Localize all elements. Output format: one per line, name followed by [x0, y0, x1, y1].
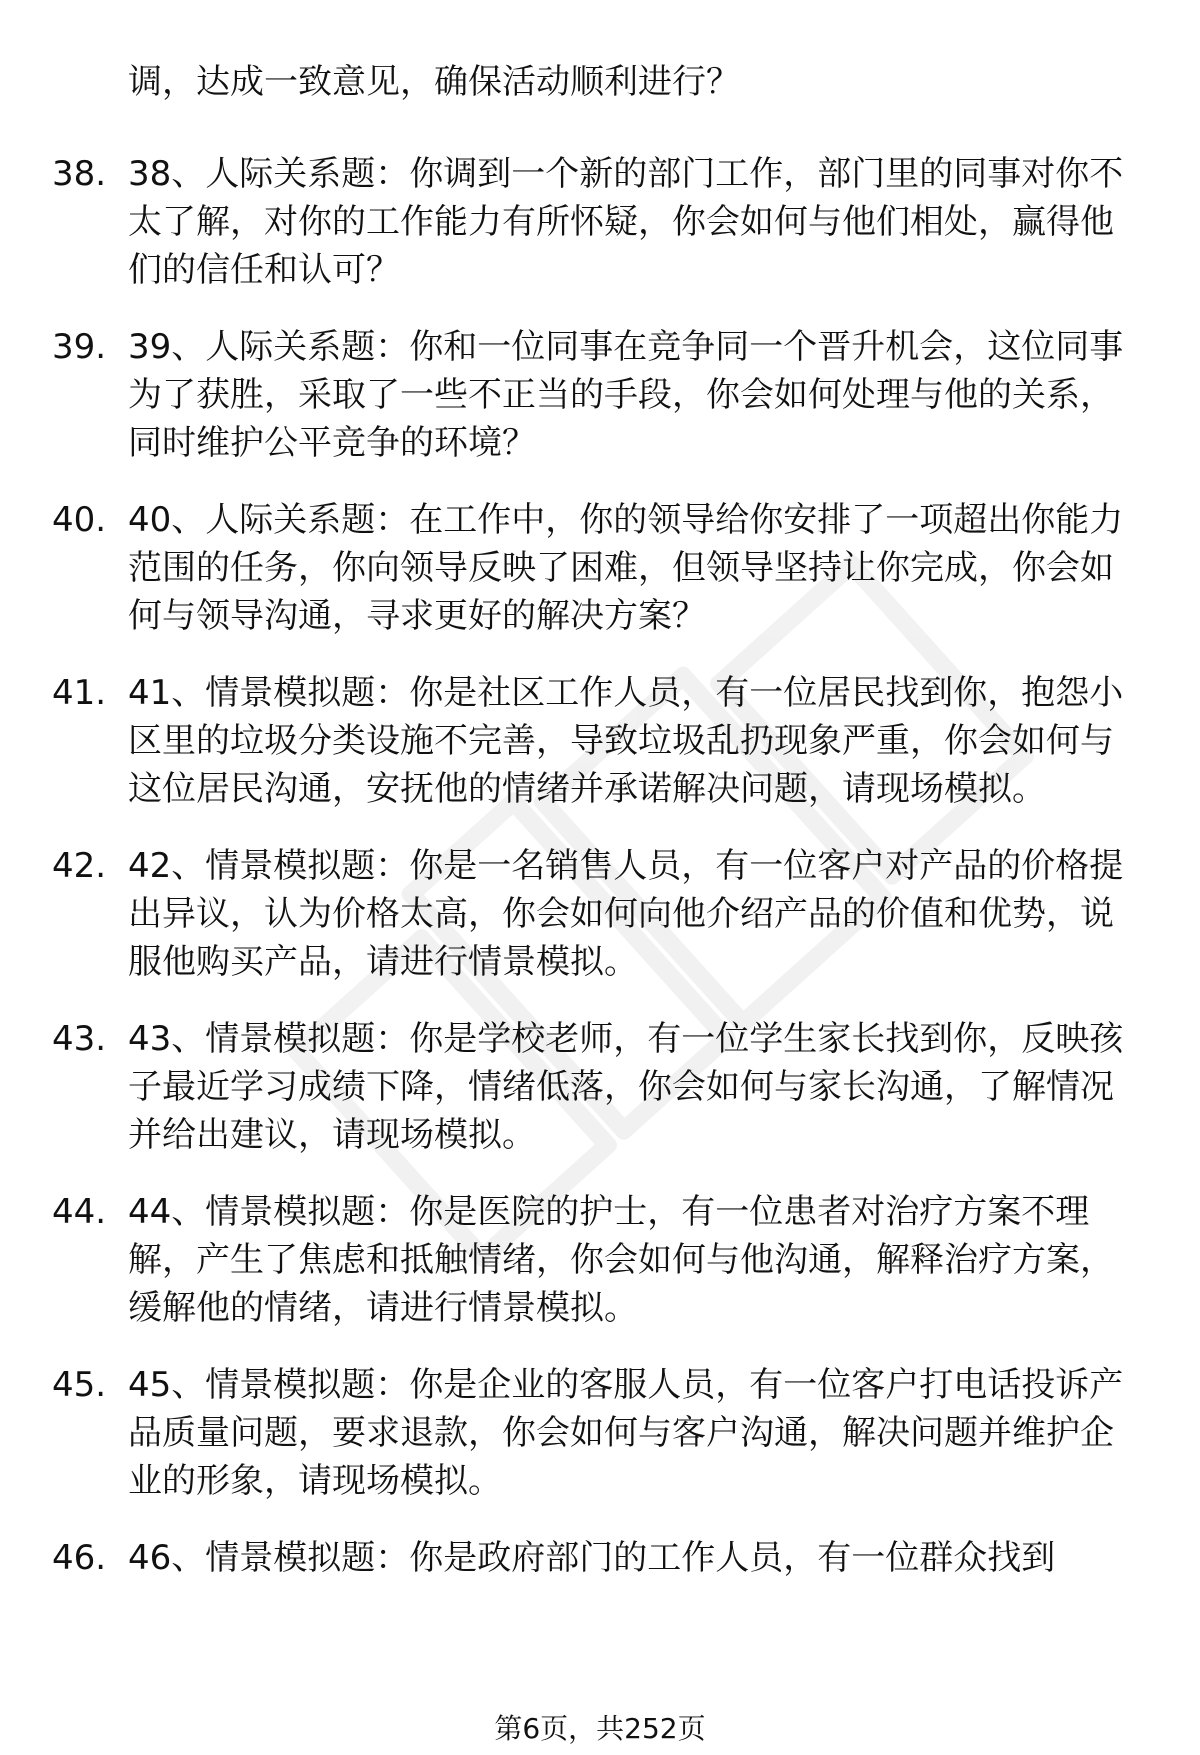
list-item-text: 38、人际关系题：你调到一个新的部门工作，部门里的同事对你不太了解，对你的工作能力有所怀疑，你会如何与他们相处，赢得他们的信任和认可？ [128, 154, 1124, 290]
continuation-text: 调，达成一致意见，确保活动顺利进行？ [128, 62, 740, 102]
list-item-number: 38. [52, 154, 107, 194]
list-item-number: 39. [52, 327, 107, 367]
list-item-number: 46. [52, 1538, 107, 1578]
list-item [0, 842, 1200, 986]
list-item-number: 41. [52, 673, 107, 713]
list-item-text: 44、情景模拟题：你是医院的护士，有一位患者对治疗方案不理解，产生了焦虑和抵触情绪，你会如何与他沟通，解释治疗方案，缓解他的情绪，请进行情景模拟。 [128, 1192, 1114, 1328]
list-item-number: 45. [52, 1365, 107, 1405]
list-item-text: 45、情景模拟题：你是企业的客服人员，有一位客户打电话投诉产品质量问题，要求退款，你会如何与客户沟通，解决问题并维护企业的形象，请现场模拟。 [128, 1365, 1124, 1501]
list-item-number: 44. [52, 1192, 107, 1232]
list-item-text: 46、情景模拟题：你是政府部门的工作人员，有一位群众找到 [128, 1538, 1056, 1578]
list-item-number: 40. [52, 500, 107, 540]
list-item [0, 1534, 1200, 1582]
page-footer: 第6页，共252页 [494, 1712, 706, 1745]
list-item-text: 42、情景模拟题：你是一名销售人员，有一位客户对产品的价格提出异议，认为价格太高，你会如何向他介绍产品的价值和优势，说服他购买产品，请进行情景模拟。 [128, 846, 1124, 982]
list-item [0, 1015, 1200, 1159]
list-item-text: 41、情景模拟题：你是社区工作人员，有一位居民找到你，抱怨小区里的垃圾分类设施不完善，导致垃圾乱扔现象严重，你会如何与这位居民沟通，安抚他的情绪并承诺解决问题，请现场模拟。 [128, 673, 1124, 809]
list-item [0, 323, 1200, 467]
list-item-number: 43. [52, 1019, 107, 1059]
list-item [0, 669, 1200, 813]
list-item-text: 39、人际关系题：你和一位同事在竞争同一个晋升机会，这位同事为了获胜，采取了一些不正当的手段，你会如何处理与他的关系，同时维护公平竞争的环境？ [128, 327, 1124, 463]
list-item [0, 496, 1200, 640]
list-item-number: 42. [52, 846, 107, 886]
question-list [0, 150, 1200, 1611]
list-item-text: 43、情景模拟题：你是学校老师，有一位学生家长找到你，反映孩子最近学习成绩下降，情绪低落，你会如何与家长沟通，了解情况并给出建议，请现场模拟。 [128, 1019, 1124, 1155]
list-item [0, 1188, 1200, 1332]
list-item-text: 40、人际关系题：在工作中，你的领导给你安排了一项超出你能力范围的任务，你向领导反映了困难，但领导坚持让你完成，你会如何与领导沟通，寻求更好的解决方案？ [128, 500, 1124, 636]
list-item [0, 1361, 1200, 1505]
list-item [0, 150, 1200, 294]
